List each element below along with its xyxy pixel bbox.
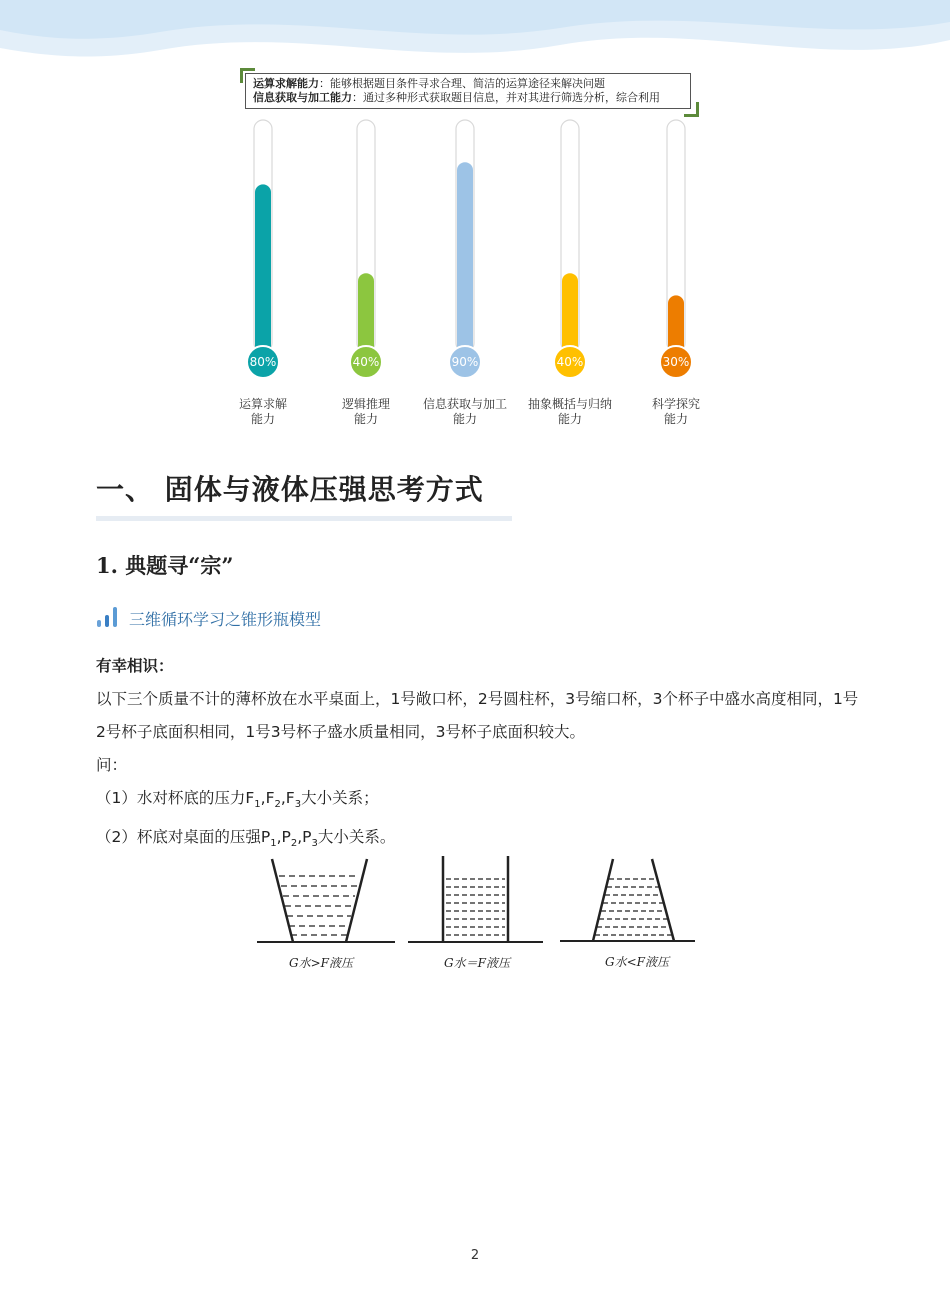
thermometer-label: [515, 397, 625, 427]
thermometer-fill: [255, 184, 271, 362]
q1-prefix: （1）水对杯底的压力F: [96, 789, 255, 807]
legend-line-2-text: ：通过多种形式获取题目信息，并对其进行筛选分析，综合利用: [352, 91, 660, 104]
subsection-title: 1. 典题寻“宗”: [96, 553, 234, 578]
thermometer-label: [311, 397, 421, 427]
cup-1-open: [257, 859, 395, 942]
thermometer-4: [554, 120, 586, 378]
page-number: 2: [470, 1248, 480, 1263]
q1-sep-1: ,F: [260, 789, 275, 807]
thermometer-label-line-1: 信息获取与加工: [422, 397, 507, 411]
thermometer-label-line-2: 能力: [250, 412, 275, 426]
thermometer-fill: [457, 162, 473, 362]
thermometer-label-line-2: 能力: [353, 412, 378, 426]
q1-sub-3: 3: [294, 799, 302, 811]
q1-sub-2: 2: [274, 799, 281, 811]
thermometer-5: [660, 120, 692, 378]
model-title: 三维循环学习之锥形瓶模型: [129, 610, 322, 629]
legend-line-2-label: 信息获取与加工能力: [253, 91, 352, 104]
thermometer-label-line-1: 科学探究: [651, 397, 700, 411]
legend-line-1: [253, 77, 690, 91]
cups-figure: [255, 850, 697, 980]
ability-legend-box: [245, 73, 691, 109]
thermometer-label-line-2: 能力: [452, 412, 477, 426]
thermometer-percent-label: 40%: [556, 355, 584, 369]
q2-prefix: （2）杯底对桌面的压强P: [96, 828, 271, 847]
thermometer-percent-label: 40%: [352, 355, 380, 369]
legend-line-1-label: 运算求解能力: [253, 77, 319, 90]
thermometer-label: [208, 397, 318, 427]
problem-text: 以下三个质量不计的薄杯放在水平桌面上，1号敞口杯，2号圆柱杯，3号缩口杯，3个杯子中盛水高度相同，1号2号杯子底面积相同，1号3号杯子盛水质量相同，3号杯子底面积较大。: [96, 690, 859, 741]
thermometer-label-line-1: 抽象概括与归纳: [527, 397, 612, 411]
cup-2-cylinder: [408, 856, 543, 942]
q1-sub-1: 1: [254, 799, 261, 811]
q1-suffix: 大小关系；: [301, 789, 379, 807]
thermometer-percent-label: 80%: [249, 355, 277, 369]
legend-line-2: [253, 91, 690, 105]
section-title: 一、 固体与液体压强思考方式: [96, 473, 484, 506]
question-1: [96, 782, 866, 821]
section-title-underline: [96, 516, 512, 521]
thermometer-label-line-2: 能力: [557, 412, 582, 426]
thermometer-2: [350, 120, 382, 378]
q2-sub-3: 3: [311, 838, 318, 850]
q2-sub-2: 2: [290, 838, 298, 850]
thermometer-label-line-2: 能力: [663, 412, 688, 426]
bar-chart-icon: [97, 607, 119, 627]
thermometer-1: [247, 120, 279, 378]
cup-3-narrow: [560, 859, 695, 941]
ability-thermometer-chart: [200, 112, 740, 442]
thermometer-percent-label: 90%: [451, 355, 479, 369]
q2-sep-1: ,P: [276, 828, 291, 847]
q2-sep-2: ,P: [297, 828, 312, 847]
problem-heading-text: 有幸相识：: [96, 657, 174, 675]
q2-sub-1: 1: [270, 838, 277, 850]
thermometer-svg: [200, 112, 740, 442]
cup-2-caption: G水＝F液压: [444, 956, 510, 970]
thermometer-label-line-1: 逻辑推理: [341, 397, 390, 411]
header-wave-decoration: [0, 0, 950, 70]
cup-1-caption: G水>F液压: [289, 956, 353, 970]
q1-sep-2: ,F: [280, 789, 295, 807]
legend-line-1-text: ：能够根据题目条件寻求合理、简洁的运算途径来解决问题: [319, 77, 605, 90]
thermometer-label: [621, 397, 731, 427]
q2-suffix: 大小关系。: [317, 828, 396, 847]
thermometer-percent-label: 30%: [662, 355, 690, 369]
problem-body: [96, 650, 866, 860]
question-label: 问：: [96, 756, 128, 774]
thermometer-label: [410, 397, 520, 427]
thermometer-label-line-1: 运算求解: [238, 397, 287, 411]
cup-3-caption: G水<F液压: [605, 955, 669, 969]
problem-heading: [96, 650, 866, 683]
thermometer-3: [449, 120, 481, 378]
